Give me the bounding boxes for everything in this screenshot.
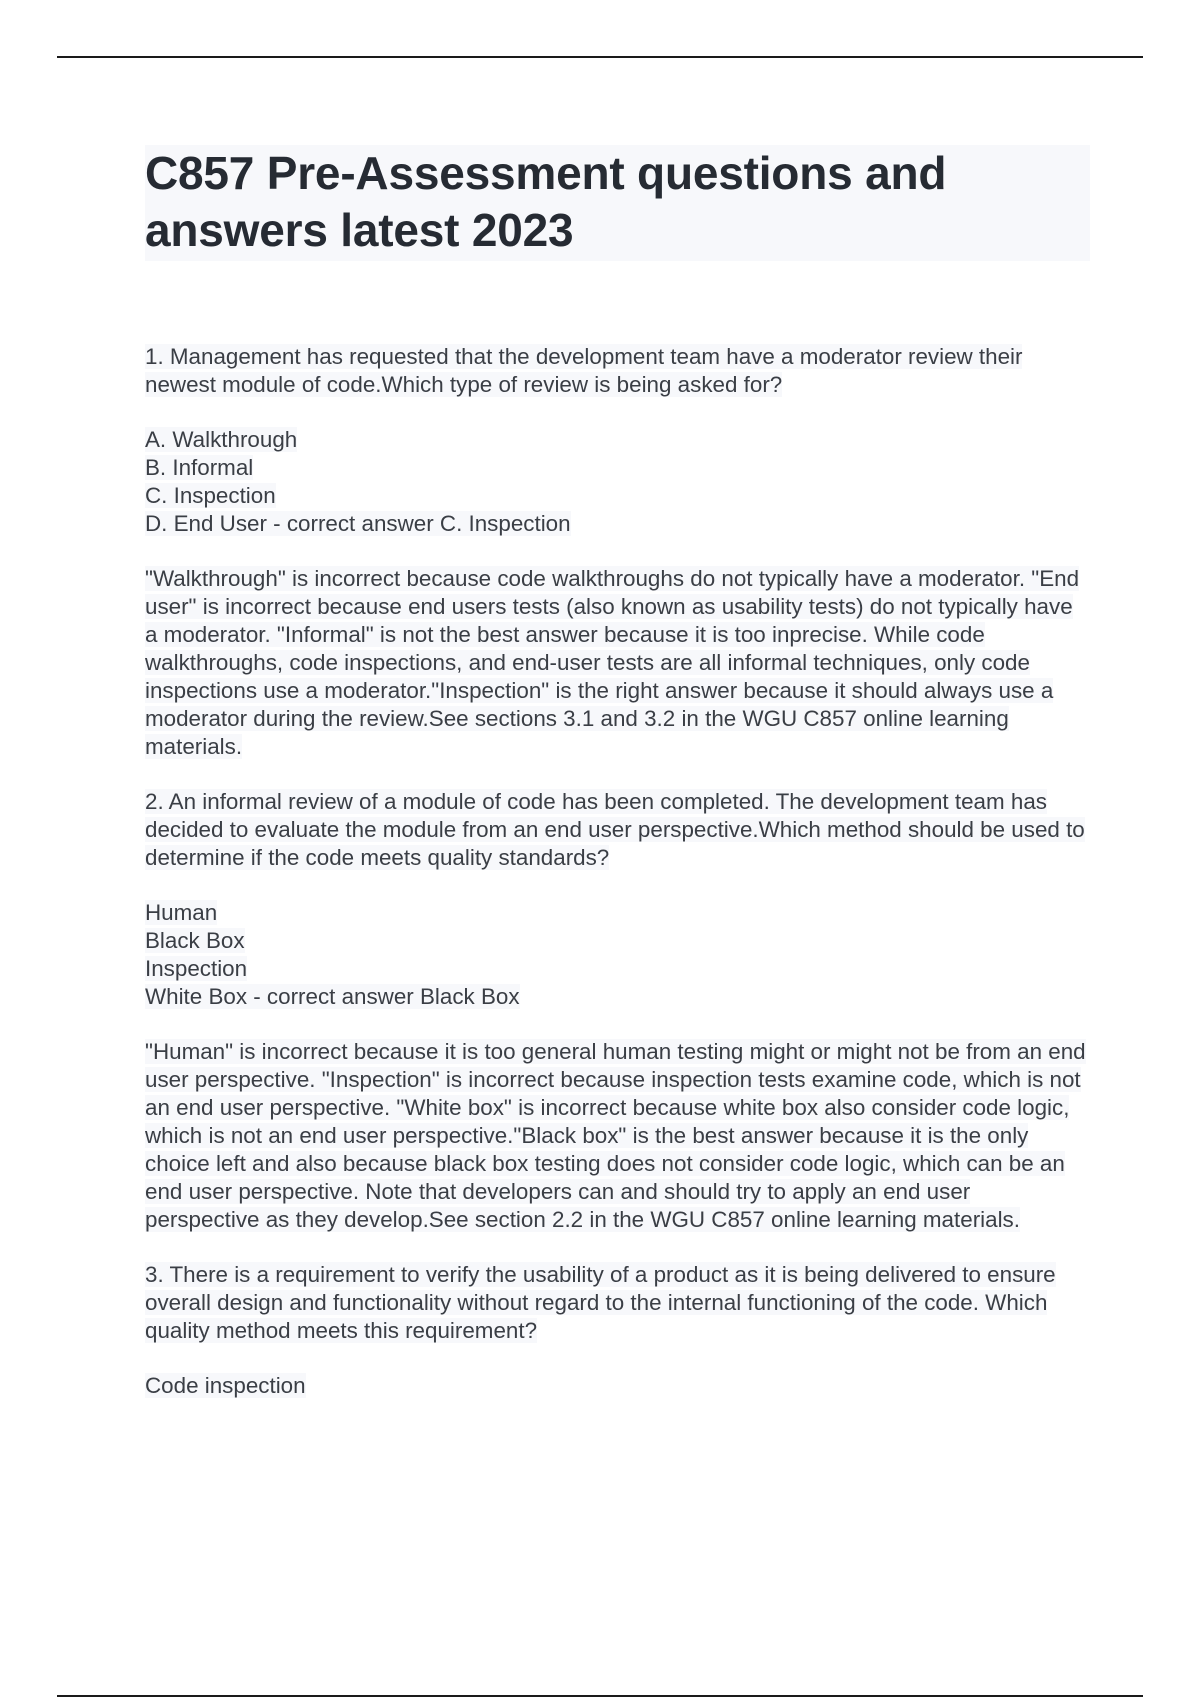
question-2-option-4: White Box - correct answer Black Box <box>145 984 520 1009</box>
question-1-option-a: A. Walkthrough <box>145 427 298 452</box>
top-rule <box>57 56 1143 58</box>
title-block <box>145 145 1090 261</box>
question-2-text: 2. An informal review of a module of code has been completed. The development team has decided to evaluate the module from an end user perspective.Which method should be used to determine if the code meets quality standards? <box>145 789 1085 870</box>
question-2-option-2: Black Box <box>145 928 245 953</box>
question-1-options <box>145 426 1090 538</box>
question-2-option-3: Inspection <box>145 956 248 981</box>
question-3-text: 3. There is a requirement to verify the usability of a product as it is being delivered to ensure overall design and functionality without regard to the internal functioning of the code. Which quality method meets this requirement? <box>145 1262 1056 1343</box>
question-2-options <box>145 899 1090 1011</box>
document-body <box>145 145 1090 1427</box>
question-3-options <box>145 1372 1090 1400</box>
question-2-option-1: Human <box>145 900 218 925</box>
question-1-text: 1. Management has requested that the development team have a moderator review their newest module of code.Which type of review is being asked for? <box>145 344 1023 397</box>
question-1-option-c: C. Inspection <box>145 483 276 508</box>
question-1-option-d: D. End User - correct answer C. Inspection <box>145 511 571 536</box>
question-1-explanation: "Walkthrough" is incorrect because code walkthroughs do not typically have a moderator. "End user" is incorrect because end users tests (also known as usability tests) do not typically have a moderator. "Informal" is not the best answer because it is too inprecise. While code walkthroughs, code inspections, and end-user tests are all informal techniques, only code inspections use a moderator."Inspection" is the right answer because it should always use a moderator during the review.See sections 3.1 and 3.2 in the WGU C857 online learning materials. <box>145 566 1080 759</box>
question-1-option-b: B. Informal <box>145 455 254 480</box>
question-3-option-1: Code inspection <box>145 1373 306 1398</box>
bottom-rule <box>57 1695 1143 1697</box>
question-2-explanation: "Human" is incorrect because it is too general human testing might or might not be from an end user perspective. "Inspection" is incorrect because inspection tests examine code, which is not an end user perspective. "White box" is incorrect because white box also consider code logic, which is not an end user perspective."Black box" is the best answer because it is the only choice left and also because black box testing does not consider code logic, which can be an end user perspective. Note that developers can and should try to apply an end user perspective as they develop.See section 2.2 in the WGU C857 online learning materials. <box>145 1039 1086 1232</box>
document-title: C857 Pre-Assessment questions and answers latest 2023 <box>145 147 947 256</box>
